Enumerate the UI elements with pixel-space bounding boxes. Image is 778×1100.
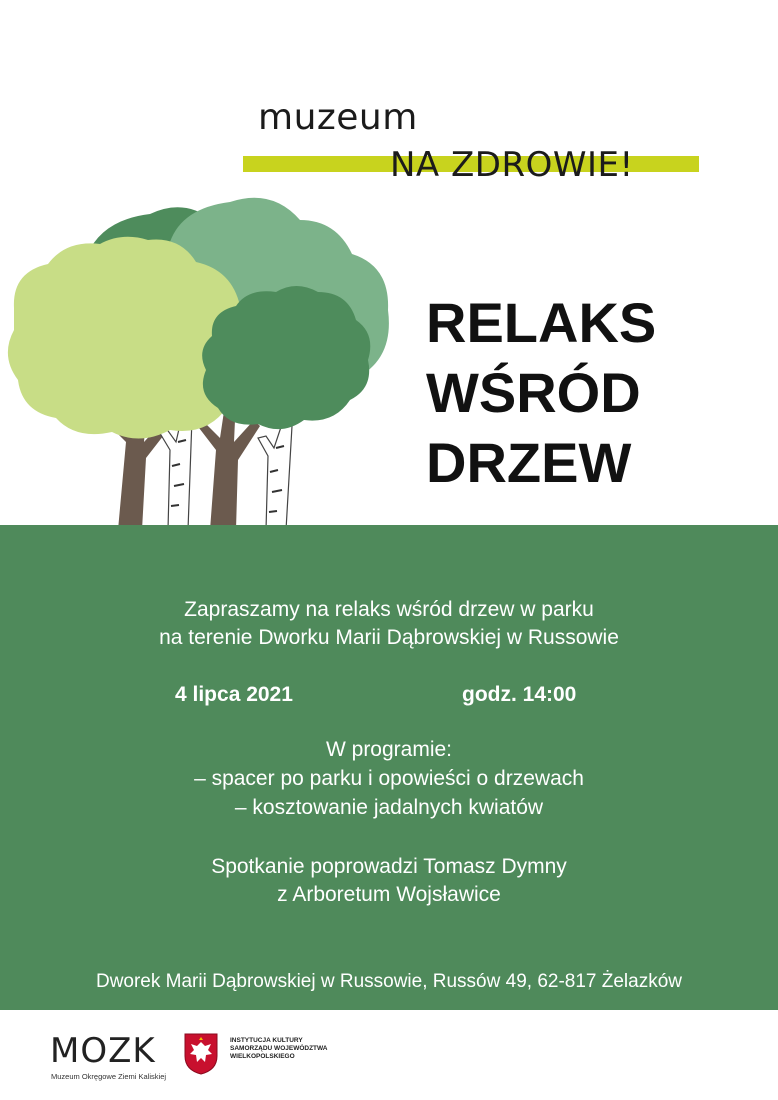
program-heading: W programie: <box>325 738 453 761</box>
institution-text <box>230 1037 328 1061</box>
institution-line-3: WIELKOPOLSKIEGO <box>230 1053 295 1060</box>
trees-illustration <box>0 180 420 530</box>
brand-line-muzeum: muzeum <box>258 97 418 138</box>
host-line-1: Spotkanie poprowadzi Tomasz Dymny <box>211 855 567 878</box>
event-time: godz. 14:00 <box>462 683 577 706</box>
institution-line-1: INSTYTUCJA KULTURY <box>230 1037 303 1044</box>
mozk-logo-subtitle: Muzeum Okręgowe Ziemi Kaliskiej <box>51 1072 167 1081</box>
program-item-1: – spacer po parku i opowieści o drzewach <box>194 767 584 790</box>
info-panel <box>0 525 778 1010</box>
title-line-1: RELAKS <box>426 291 657 354</box>
event-title <box>426 288 656 498</box>
institution-line-2: SAMORZĄDU WOJEWÓDZTWA <box>230 1045 328 1052</box>
title-line-3: DRZEW <box>426 431 632 494</box>
footer <box>0 1010 778 1100</box>
venue-address: Dworek Marii Dąbrowskiej w Russowie, Russów 49, 62-817 Żelazków <box>95 971 683 992</box>
intro-line-1: Zapraszamy na relaks wśród drzew w parku <box>184 598 594 621</box>
title-line-2: WŚRÓD <box>426 361 641 424</box>
event-date: 4 lipca 2021 <box>175 683 293 706</box>
brand-line-na-zdrowie: NA ZDROWIE! <box>390 145 634 185</box>
right-birch-trunk <box>258 424 292 530</box>
intro-line-2: na terenie Dworku Marii Dąbrowskiej w Russowie <box>159 626 619 649</box>
host-line-2: z Arboretum Wojsławice <box>277 883 501 906</box>
mozk-logo: MOZK <box>50 1031 156 1071</box>
program-item-2: – kosztowanie jadalnych kwiatów <box>234 796 544 819</box>
wielkopolska-crest-icon <box>183 1032 219 1076</box>
